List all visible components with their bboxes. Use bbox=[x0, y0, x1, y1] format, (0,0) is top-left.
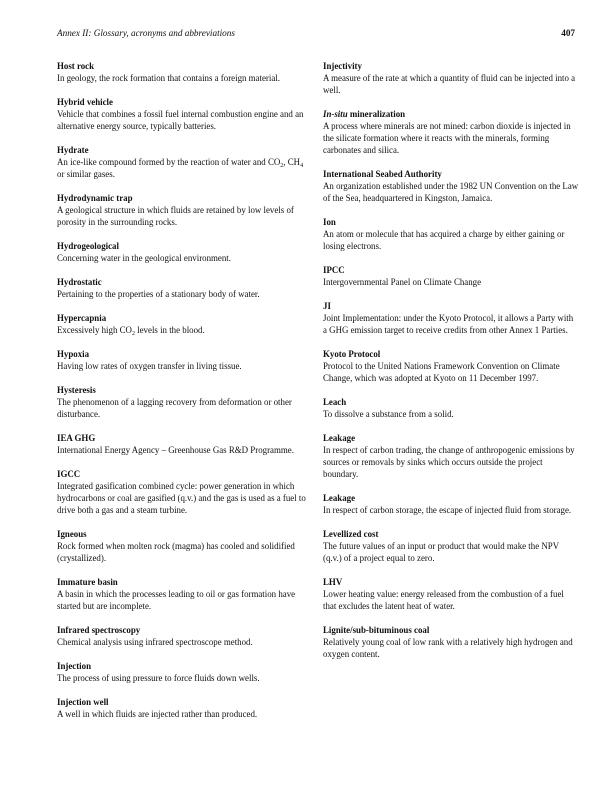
entry-term: Host rock bbox=[57, 61, 95, 71]
glossary-entry bbox=[323, 396, 579, 420]
entry-definition: A measure of the rate at which a quantity of fluid can be injected into a well. bbox=[323, 73, 576, 95]
glossary-entry bbox=[323, 492, 579, 516]
entry-definition: A well in which fluids are injected rather than produced. bbox=[57, 709, 258, 719]
glossary-entry bbox=[57, 696, 309, 720]
entry-definition: To dissolve a substance from a solid. bbox=[323, 409, 454, 419]
entry-term: Hydrate bbox=[57, 145, 89, 155]
glossary-entry bbox=[323, 168, 579, 204]
entry-term: JI bbox=[323, 301, 331, 311]
entry-term: Infrared spectroscopy bbox=[57, 625, 141, 635]
entry-term: Injection bbox=[57, 661, 92, 671]
right-column bbox=[323, 60, 579, 672]
entry-definition: The future values of an input or product that would make the NPV (q.v.) of a project equal to zero. bbox=[323, 541, 559, 563]
header-title: Annex II: Glossary, acronyms and abbreviations bbox=[57, 28, 235, 38]
entry-definition: In respect of carbon trading, the change of anthropogenic emissions by sources or removals by sinks which occurs outside the project boundary. bbox=[323, 445, 575, 479]
entry-definition: In respect of carbon storage, the escape of injected fluid from storage. bbox=[323, 505, 572, 515]
glossary-entry bbox=[323, 60, 579, 96]
entry-definition: The process of using pressure to force fluids down wells. bbox=[57, 673, 260, 683]
subscript: 2 bbox=[280, 163, 284, 169]
glossary-entry bbox=[323, 348, 579, 384]
entry-definition: Having low rates of oxygen transfer in living tissue. bbox=[57, 361, 242, 371]
glossary-entry bbox=[57, 660, 309, 684]
entry-definition: Pertaining to the properties of a stationary body of water. bbox=[57, 289, 260, 299]
left-column bbox=[57, 60, 309, 732]
entry-term: IGCC bbox=[57, 469, 81, 479]
entry-definition: Vehicle that combines a fossil fuel internal combustion engine and an alternative energy source, typically batteries. bbox=[57, 109, 304, 131]
glossary-entry bbox=[323, 300, 579, 336]
subscript: 4 bbox=[300, 163, 304, 169]
entry-term: Hydrostatic bbox=[57, 277, 102, 287]
glossary-entry bbox=[57, 60, 309, 84]
entry-definition: An organization established under the 1982 UN Convention on the Law of the Sea, headquartered in Kingston, Jamaica. bbox=[323, 181, 579, 203]
entry-term: Immature basin bbox=[57, 577, 118, 587]
entry-term bbox=[323, 108, 579, 120]
entry-term: Hydrogeological bbox=[57, 241, 119, 251]
entry-term: IEA GHG bbox=[57, 433, 96, 443]
glossary-entry bbox=[57, 348, 309, 372]
entry-definition: Protocol to the United Nations Framework Convention on Climate Change, which was adopted at Kyoto on 11 December 1997. bbox=[323, 361, 560, 383]
definition-text: or similar gases. bbox=[57, 169, 115, 179]
entry-definition: A geological structure in which fluids are retained by low levels of porosity in the surrounding rocks. bbox=[57, 205, 294, 227]
entry-definition: Integrated gasification combined cycle: power generation in which hydrocarbons or coal are gasified (q.v.) and the gas is used as a fuel to drive both a gas and a steam turbine. bbox=[57, 481, 306, 515]
entry-definition: Rock formed when molten rock (magma) has cooled and solidified (crystallized). bbox=[57, 541, 295, 563]
entry-term: Hypoxia bbox=[57, 349, 90, 359]
definition-text: , CH bbox=[283, 157, 301, 167]
entry-term: Leakage bbox=[323, 433, 356, 443]
entry-term: Hysteresis bbox=[57, 385, 96, 395]
glossary-entry bbox=[57, 384, 309, 420]
entry-term: International Seabed Authority bbox=[323, 169, 442, 179]
glossary-entry bbox=[57, 468, 309, 516]
glossary-entry bbox=[57, 576, 309, 612]
entry-term: Kyoto Protocol bbox=[323, 349, 381, 359]
entry-term: Hypercapnia bbox=[57, 313, 107, 323]
glossary-entry bbox=[57, 624, 309, 648]
entry-definition: Concerning water in the geological environment. bbox=[57, 253, 231, 263]
entry-term: Injectivity bbox=[323, 61, 362, 71]
term-rest: mineralization bbox=[347, 109, 406, 119]
entry-definition: In geology, the rock formation that contains a foreign material. bbox=[57, 73, 280, 83]
entry-term: Hydrodynamic trap bbox=[57, 193, 133, 203]
entry-definition: Lower heating value: energy released from the combustion of a fuel that excludes the latent heat of water. bbox=[323, 589, 564, 611]
term-italic: In-situ bbox=[323, 109, 348, 119]
entry-definition bbox=[57, 156, 309, 180]
glossary-entry bbox=[323, 624, 579, 660]
glossary-entry bbox=[323, 264, 579, 288]
entry-term: LHV bbox=[323, 577, 343, 587]
entry-definition: An atom or molecule that has acquired a charge by either gaining or losing electrons. bbox=[323, 229, 565, 251]
entry-term: Ion bbox=[323, 217, 336, 227]
entry-definition: Relatively young coal of low rank with a relatively high hydrogen and oxygen content. bbox=[323, 637, 573, 659]
definition-text: Excessively high CO bbox=[57, 325, 132, 335]
entry-term: Igneous bbox=[57, 529, 87, 539]
page-number: 407 bbox=[561, 28, 575, 38]
entry-definition: A basin in which the processes leading to oil or gas formation have started but are incomplete. bbox=[57, 589, 296, 611]
glossary-entry bbox=[57, 192, 309, 228]
glossary-entry bbox=[57, 96, 309, 132]
entry-definition: Intergovernmental Panel on Climate Change bbox=[323, 277, 482, 287]
definition-text: An ice-like compound formed by the reaction of water and CO bbox=[57, 157, 281, 167]
glossary-entry bbox=[57, 144, 309, 180]
entry-definition: The phenomenon of a lagging recovery from deformation or other disturbance. bbox=[57, 397, 292, 419]
entry-term: Injection well bbox=[57, 697, 109, 707]
entry-term: Hybrid vehicle bbox=[57, 97, 113, 107]
entry-term: IPCC bbox=[323, 265, 345, 275]
glossary-entry bbox=[323, 528, 579, 564]
glossary-entry bbox=[323, 216, 579, 252]
subscript: 2 bbox=[131, 331, 135, 337]
entry-term: Levellized cost bbox=[323, 529, 379, 539]
glossary-entry bbox=[57, 432, 309, 456]
entry-term: Leach bbox=[323, 397, 347, 407]
glossary-entry bbox=[57, 240, 309, 264]
entry-definition: International Energy Agency – Greenhouse Gas R&D Programme. bbox=[57, 445, 294, 455]
glossary-entry bbox=[57, 276, 309, 300]
entry-term: Leakage bbox=[323, 493, 356, 503]
glossary-entry bbox=[323, 576, 579, 612]
running-header bbox=[57, 28, 575, 42]
entry-definition bbox=[57, 324, 309, 336]
glossary-entry bbox=[323, 432, 579, 480]
glossary-entry bbox=[57, 312, 309, 336]
glossary-entry bbox=[57, 528, 309, 564]
entry-definition: A process where minerals are not mined: carbon dioxide is injected in the silicate formation where it reacts with the minerals, forming carbonates and silica. bbox=[323, 121, 571, 155]
entry-term: Lignite/sub-bituminous coal bbox=[323, 625, 430, 635]
entry-definition: Chemical analysis using infrared spectroscope method. bbox=[57, 637, 253, 647]
definition-text: levels in the blood. bbox=[134, 325, 205, 335]
entry-definition: Joint Implementation: under the Kyoto Protocol, it allows a Party with a GHG emission target to receive credits from other Annex 1 Parties. bbox=[323, 313, 574, 335]
glossary-entry bbox=[323, 108, 579, 156]
